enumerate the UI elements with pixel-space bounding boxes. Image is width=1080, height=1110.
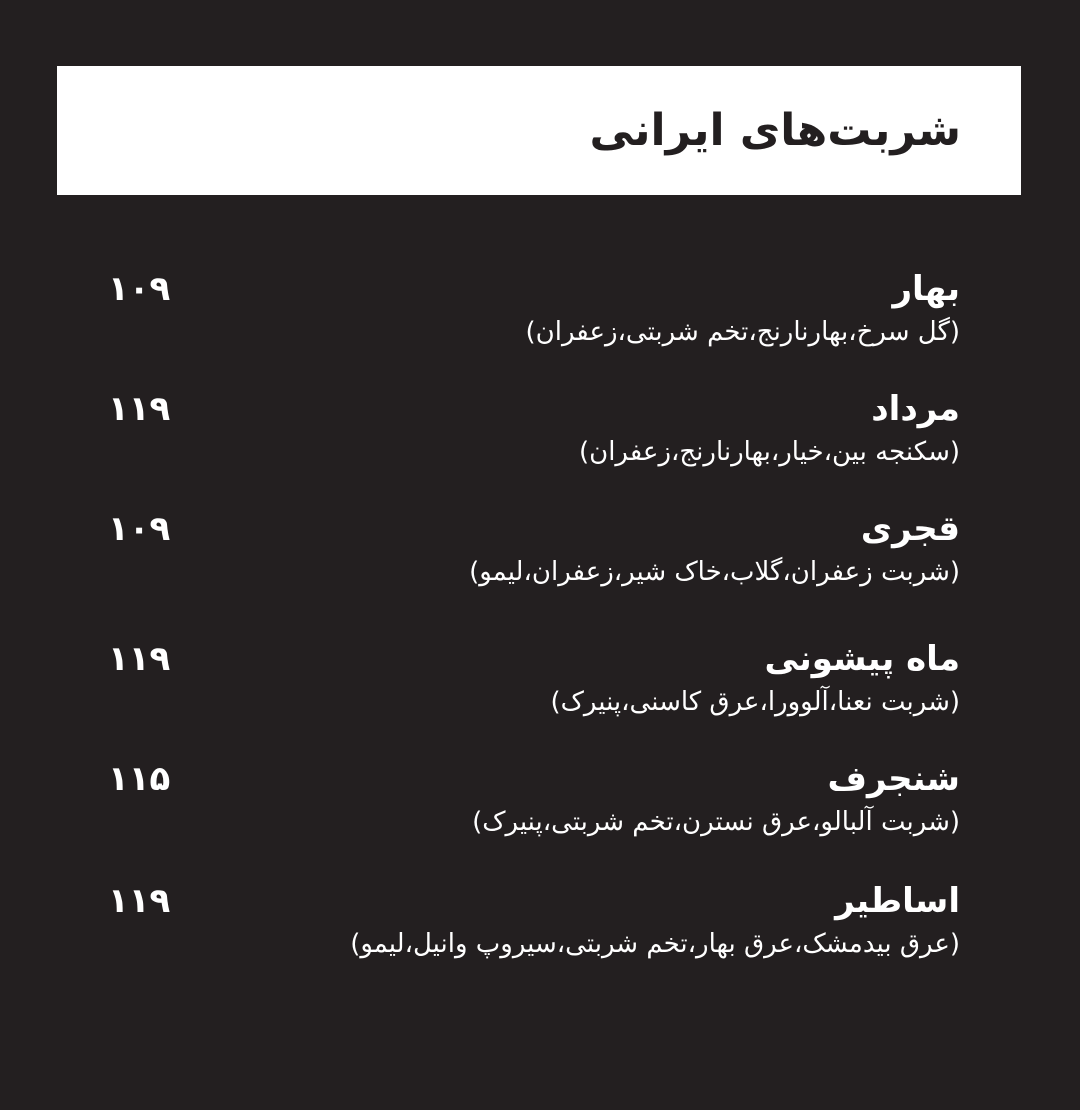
item-name: شنجرف xyxy=(827,759,960,799)
item-description: (گل سرخ،بهارنارنج،تخم شربتی،زعفران) xyxy=(525,317,960,347)
item-price: ۱۱۹ xyxy=(108,639,171,679)
menu-item xyxy=(0,268,1080,378)
item-price: ۱۱۵ xyxy=(108,759,171,799)
menu-header xyxy=(57,66,1021,195)
menu-item xyxy=(0,388,1080,498)
item-description: (عرق بیدمشک،عرق بهار،تخم شربتی،سیروپ وانیل،لیمو) xyxy=(350,929,960,959)
menu-item xyxy=(0,758,1080,868)
item-price: ۱۱۹ xyxy=(108,881,171,921)
item-name: بهار xyxy=(892,269,960,309)
item-description: (شربت آلبالو،عرق نسترن،تخم شربتی،پنیرک) xyxy=(472,807,960,837)
menu-title: شربت‌های ایرانی xyxy=(589,104,961,156)
item-price: ۱۱۹ xyxy=(108,389,171,429)
menu-item xyxy=(0,508,1080,618)
item-description: (شربت نعنا،آلوورا،عرق کاسنی،پنیرک) xyxy=(550,687,960,717)
item-name: قجری xyxy=(860,509,960,549)
item-description: (شربت زعفران،گلاب،خاک شیر،زعفران،لیمو) xyxy=(469,557,960,587)
menu-item xyxy=(0,638,1080,748)
menu-item xyxy=(0,880,1080,990)
item-description: (سکنجه بین،خیار،بهارنارنج،زعفران) xyxy=(578,437,960,467)
item-name: مرداد xyxy=(871,389,960,429)
item-name: ماه پیشونی xyxy=(764,639,960,679)
item-name: اساطیر xyxy=(835,881,960,921)
item-price: ۱۰۹ xyxy=(108,269,171,309)
item-price: ۱۰۹ xyxy=(108,509,171,549)
